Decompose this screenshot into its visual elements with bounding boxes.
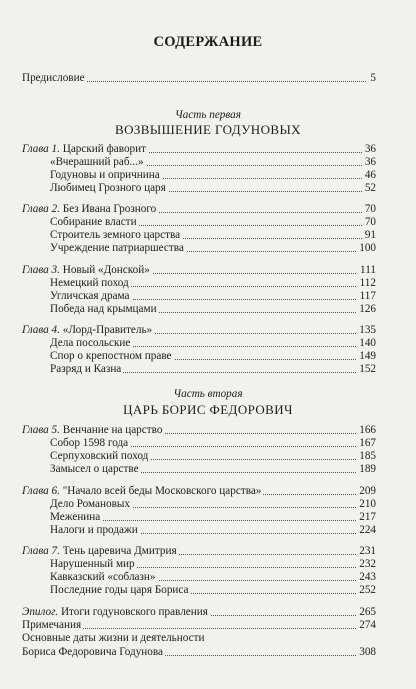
entry-title: Новый «Донской» xyxy=(62,264,150,276)
chapter-label: Глава 7. xyxy=(22,545,60,557)
entry-page: 70 xyxy=(362,215,376,229)
part-label: Часть вторая xyxy=(173,388,243,400)
entry-page: 167 xyxy=(356,436,376,450)
toc-entry-section[interactable] xyxy=(50,523,376,537)
entry-page: 166 xyxy=(356,423,376,437)
entry-page: 100 xyxy=(356,241,376,255)
entry-page: 117 xyxy=(357,289,376,303)
entry-title: Царский фаворит xyxy=(62,143,147,155)
entry-page: 308 xyxy=(356,645,376,659)
entry-page: 46 xyxy=(362,168,376,182)
entry-title: Примечания xyxy=(22,619,82,631)
entry-title: Замысел о царстве xyxy=(50,463,139,475)
toc-entry-dates-line1 xyxy=(22,631,376,645)
part-label: Часть первая xyxy=(175,109,241,121)
entry-page: 274 xyxy=(356,618,376,632)
entry-page: 210 xyxy=(356,497,376,511)
entry-page: 224 xyxy=(356,523,376,537)
toc-entry-chapter[interactable] xyxy=(22,544,376,558)
entry-title: Любимец Грозного царя xyxy=(50,182,166,194)
entry-title: Венчание на царство xyxy=(62,424,163,436)
entry-title: «Вчерашний раб...» xyxy=(50,156,144,168)
entry-title: Бориса Федоровича Годунова xyxy=(22,646,163,658)
entry-page: 252 xyxy=(356,583,376,597)
entry-page: 135 xyxy=(356,323,376,337)
chapter-label: Глава 3. xyxy=(22,264,60,276)
toc-heading: СОДЕРЖАНИЕ xyxy=(153,34,263,50)
entry-title: Налоги и продажи xyxy=(50,524,138,536)
entry-title: Собор 1598 года xyxy=(50,437,129,449)
toc-entry-section[interactable] xyxy=(50,510,376,524)
entry-page: 36 xyxy=(362,155,376,169)
entry-page: 189 xyxy=(356,462,376,476)
toc-entry-section[interactable] xyxy=(50,583,376,597)
entry-title: Победа над крымцами xyxy=(50,303,157,315)
entry-page: 111 xyxy=(357,263,376,277)
entry-title: Последние годы царя Бориса xyxy=(50,584,189,596)
entry-page: 209 xyxy=(356,484,376,498)
toc-entry-section[interactable] xyxy=(50,228,376,242)
toc-entry-section[interactable] xyxy=(50,462,376,476)
entry-title: Нарушенный мир xyxy=(50,558,135,570)
entry-title: Немецкий поход xyxy=(50,277,129,289)
entry-page: 91 xyxy=(362,228,376,242)
part-title: ВОЗВЫШЕНИЕ ГОДУНОВЫХ xyxy=(115,122,301,137)
entry-title: Дела посольские xyxy=(50,337,131,349)
toc-entry-section[interactable] xyxy=(50,155,376,169)
entry-page: 5 xyxy=(367,71,376,85)
toc-entry-section[interactable] xyxy=(50,302,376,316)
toc-entry-section[interactable] xyxy=(50,570,376,584)
toc-entry-section[interactable] xyxy=(50,241,376,255)
toc-entry-chapter[interactable] xyxy=(22,484,376,498)
toc-entry-section[interactable] xyxy=(50,449,376,463)
entry-title: «Лорд-Правитель» xyxy=(62,324,153,336)
entry-title: Угличская драма xyxy=(50,290,130,302)
entry-page: 217 xyxy=(356,510,376,524)
toc-entry-epilogue[interactable] xyxy=(22,605,376,619)
entry-title: Тень царевича Дмитрия xyxy=(62,545,177,557)
toc-entry-chapter[interactable] xyxy=(22,202,376,216)
entry-title: Серпуховский поход xyxy=(50,450,149,462)
toc-entry-notes[interactable] xyxy=(22,618,376,632)
entry-title: Собирание власти xyxy=(50,216,137,228)
entry-page: 126 xyxy=(356,302,376,316)
entry-page: 232 xyxy=(356,557,376,571)
toc-entry-section[interactable] xyxy=(50,557,376,571)
entry-title: Спор о крепостном праве xyxy=(50,350,172,362)
entry-page: 152 xyxy=(356,362,376,376)
entry-page: 185 xyxy=(356,449,376,463)
entry-title: Разряд и Казна xyxy=(50,363,122,375)
entry-page: 36 xyxy=(362,142,376,156)
entry-title: Строитель земного царства xyxy=(50,229,181,241)
toc-entry-chapter[interactable] xyxy=(22,323,376,337)
toc-entry-section[interactable] xyxy=(50,276,376,290)
toc-entry-section[interactable] xyxy=(50,181,376,195)
entry-page: 149 xyxy=(356,349,376,363)
chapter-label: Глава 1. xyxy=(22,143,60,155)
toc-entry-chapter[interactable] xyxy=(22,263,376,277)
entry-title: Без Ивана Грозного xyxy=(62,203,157,215)
entry-title: Учреждение патриаршества xyxy=(50,242,184,254)
entry-page: 70 xyxy=(362,202,376,216)
entry-page: 231 xyxy=(356,544,376,558)
entry-page: 265 xyxy=(356,605,376,619)
part-title: ЦАРЬ БОРИС ФЕДОРОВИЧ xyxy=(123,402,293,417)
entry-title: Дело Романовых xyxy=(50,498,130,510)
toc-entry-section[interactable] xyxy=(50,349,376,363)
chapter-label: Глава 5. xyxy=(22,424,60,436)
chapter-label: Глава 4. xyxy=(22,324,60,336)
entry-title: "Начало всей беды Московского царства» xyxy=(62,485,262,497)
entry-title: Предисловие xyxy=(22,72,85,84)
entry-page: 52 xyxy=(362,181,376,195)
toc-entry-section[interactable] xyxy=(50,362,376,376)
entry-title: Меженина xyxy=(50,511,101,523)
entry-title: Годуновы и опричнина xyxy=(50,169,160,181)
toc-entry-chapter[interactable] xyxy=(22,423,376,437)
entry-page: 243 xyxy=(356,570,376,584)
toc-entry-chapter[interactable] xyxy=(22,142,376,156)
toc-entry-section[interactable] xyxy=(50,215,376,229)
entry-page: 112 xyxy=(357,276,376,290)
toc-entry-dates[interactable] xyxy=(22,645,376,659)
entry-page: 140 xyxy=(356,336,376,350)
entry-title: Основные даты жизни и деятельности xyxy=(22,632,205,644)
toc-entry-section[interactable] xyxy=(50,168,376,182)
toc-entry-section[interactable] xyxy=(50,497,376,511)
toc-entry-preface[interactable] xyxy=(22,71,376,85)
chapter-label: Глава 2. xyxy=(22,203,60,215)
toc-entry-section[interactable] xyxy=(50,336,376,350)
chapter-label: Глава 6. xyxy=(22,485,60,497)
entry-title: Итоги годуновского правления xyxy=(60,606,208,618)
chapter-label: Эпилог. xyxy=(22,606,59,618)
toc-entry-section[interactable] xyxy=(50,289,376,303)
entry-title: Кавказский «соблазн» xyxy=(50,571,156,583)
toc-entry-section[interactable] xyxy=(50,436,376,450)
